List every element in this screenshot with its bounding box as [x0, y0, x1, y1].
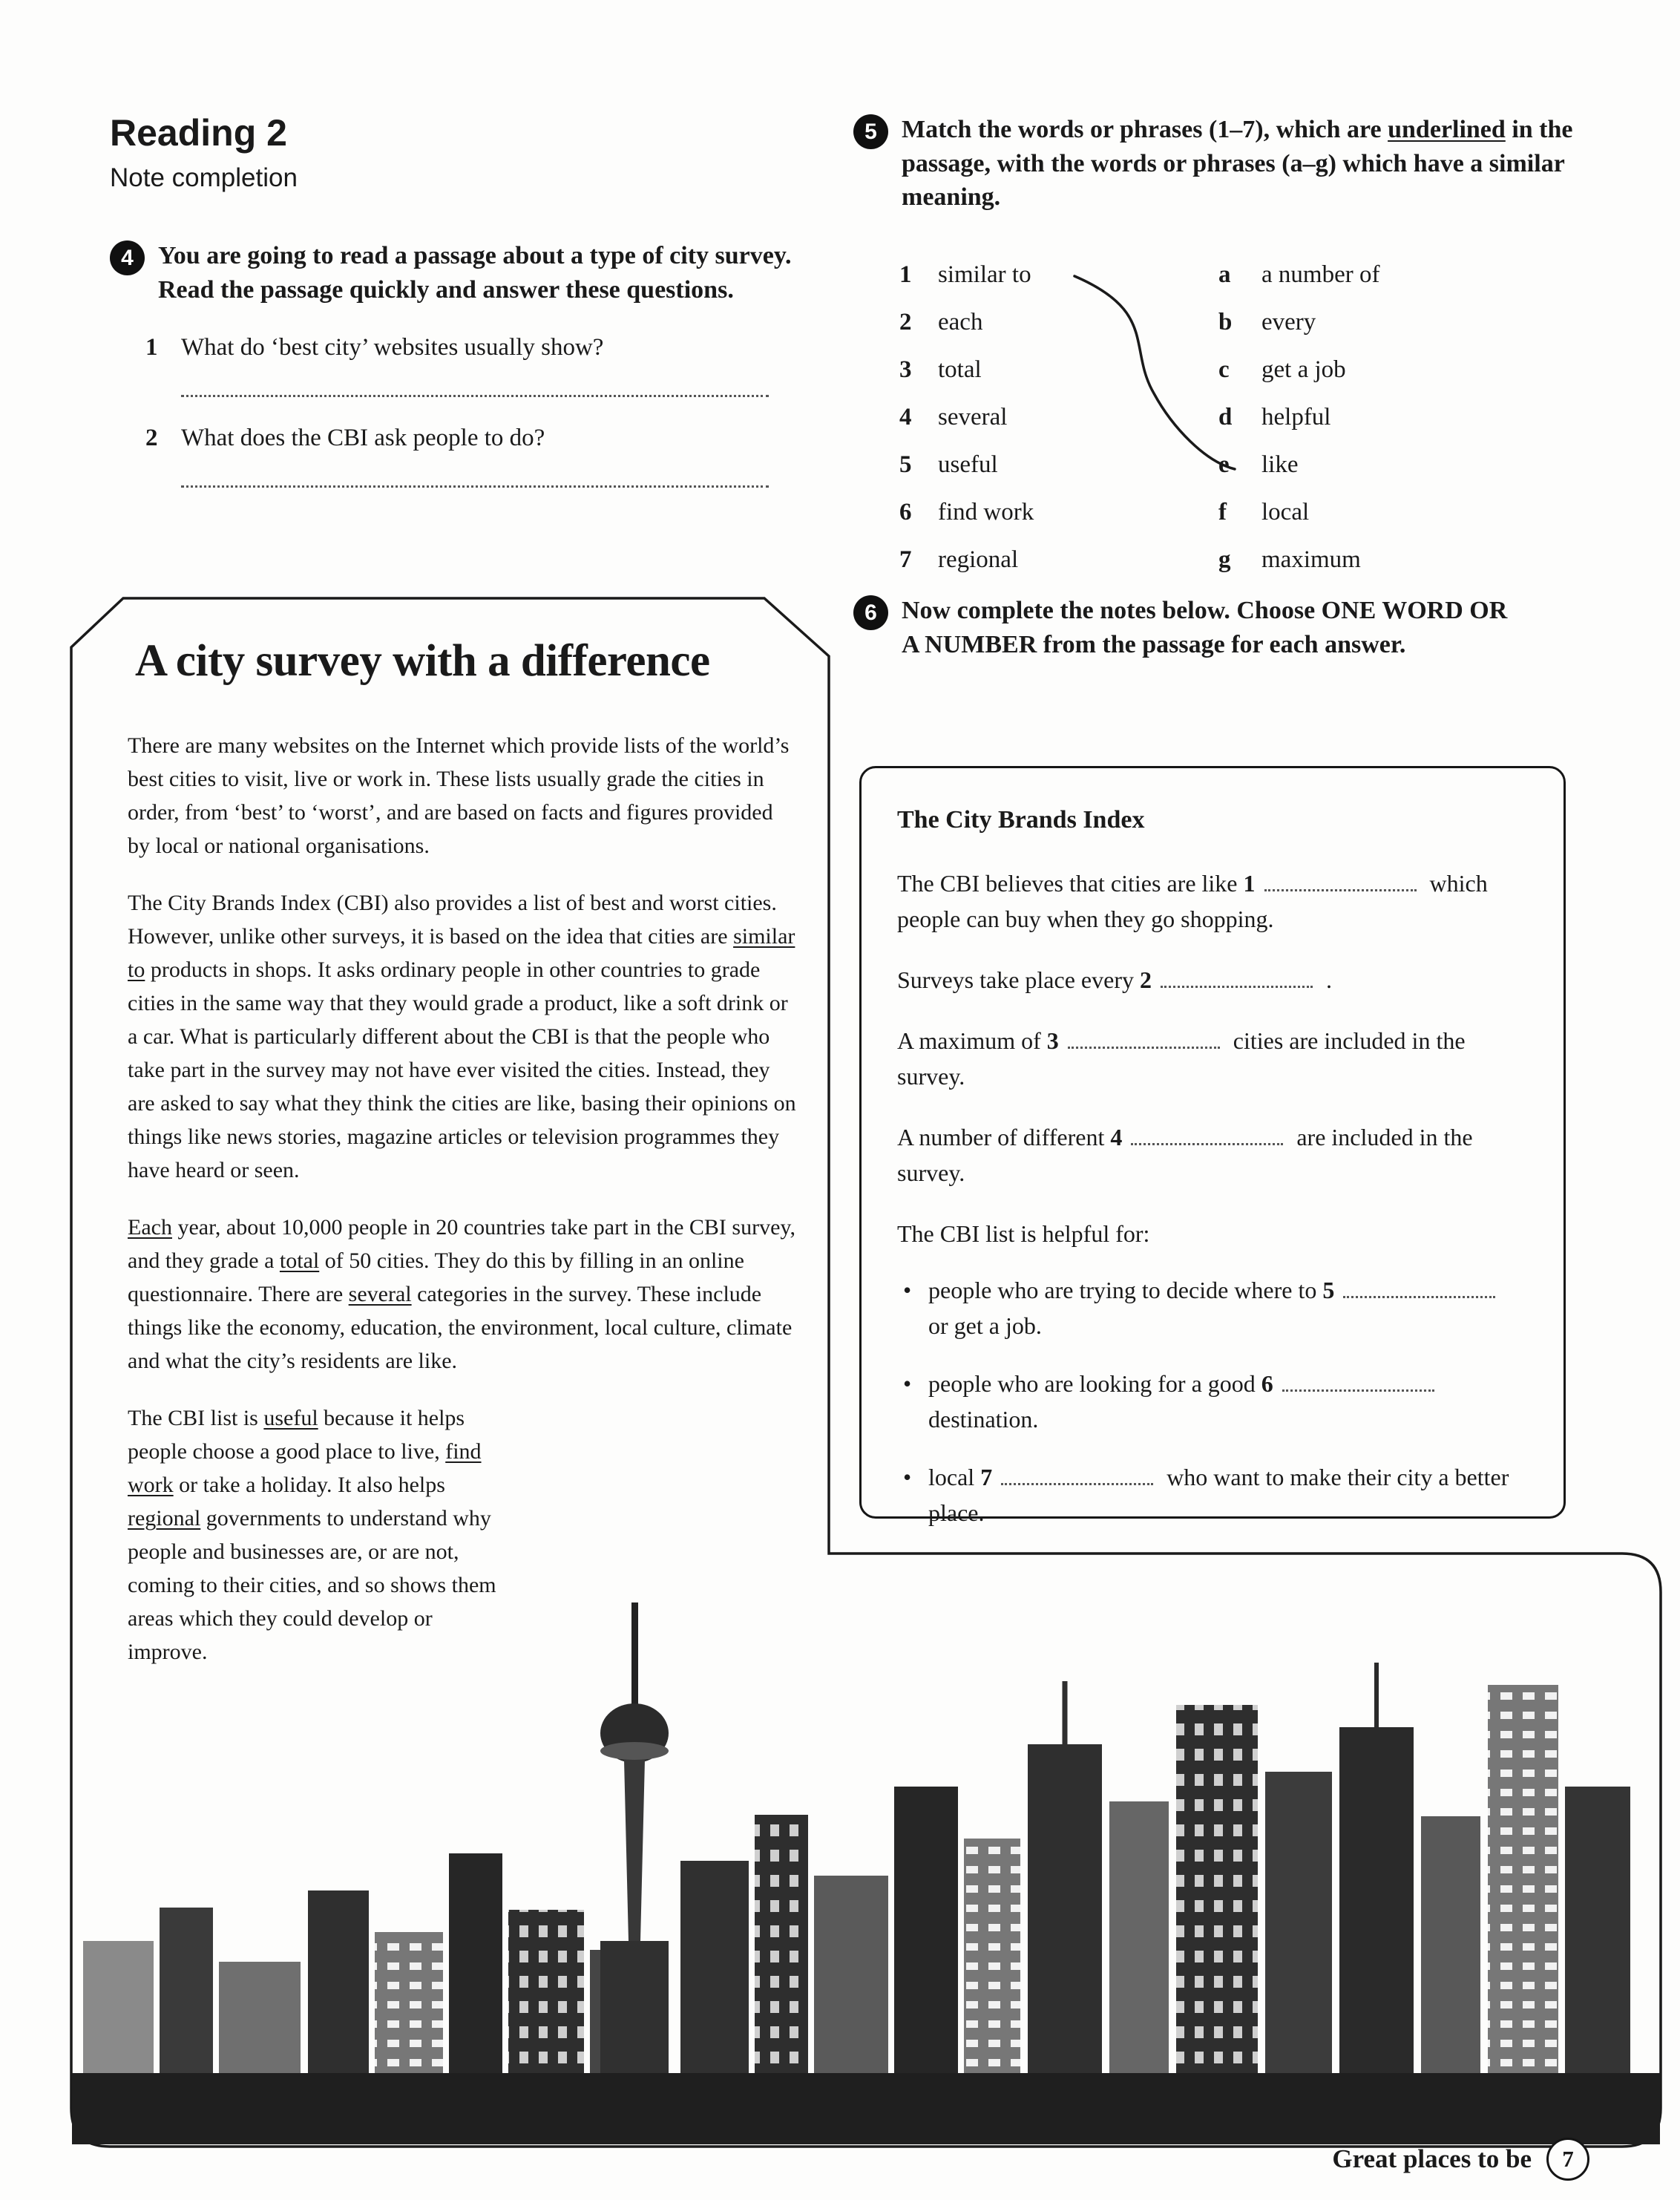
passage-title: A city survey with a difference [135, 636, 710, 686]
exercise-4-instruction: You are going to read a passage about a type of city survey. Read the passage quickly and answer these questions. [158, 242, 792, 304]
blank-number: 5 [1322, 1277, 1335, 1303]
question-1-number: 1 [145, 334, 158, 361]
question-2 [145, 422, 815, 454]
exercise-4-number-badge: 4 [110, 240, 145, 275]
passage-paragraph-3: Each year, about 10,000 people in 20 countries take part in the CBI survey, and they grade a total of 50 cities. They do this by filling in an online questionnaire. There are several categories in the survey. These include things like the economy, education, the environment, local culture, climate and what the city’s residents are like. [128, 1215, 795, 1373]
exercise-5-number-badge: 5 [853, 114, 888, 149]
match-word: helpful [1261, 404, 1331, 430]
match-row-4 [899, 404, 1379, 451]
exercise-6-header [853, 594, 1588, 661]
instruction-post: in the passage, with the words or phrases (a–g) which have a similar meaning. [902, 116, 1573, 212]
question-2-answer-line [181, 484, 769, 488]
answer-blank-3 [1068, 1027, 1220, 1049]
note-text: which people can buy when they go shopping. [897, 870, 1488, 932]
match-row-7 [899, 546, 1379, 594]
answer-blank-4 [1131, 1123, 1283, 1145]
match-row-2 [899, 309, 1379, 356]
exercise-5 [853, 113, 1588, 215]
note-text: cities are included in the survey. [897, 1027, 1466, 1090]
exercise-5-header [853, 113, 1588, 215]
exercise-6 [853, 594, 1588, 661]
buildings-right [680, 1663, 1630, 2144]
blank-number: 4 [1110, 1124, 1123, 1150]
match-word: several [938, 404, 1008, 430]
blank-number: 6 [1261, 1370, 1273, 1397]
match-word: similar to [938, 261, 1031, 288]
blank-number: 7 [980, 1464, 993, 1490]
match-number: 2 [899, 309, 912, 335]
instruction-underlined-word: underlined [1388, 116, 1506, 143]
exercise-4-header [110, 239, 815, 307]
match-row-5 [899, 451, 1379, 499]
sky-tower [600, 1602, 669, 2144]
notes-box [859, 766, 1566, 1526]
match-number: 3 [899, 356, 912, 383]
note-item-1 [897, 865, 1528, 937]
note-text: The CBI believes that cities are like [897, 870, 1244, 897]
question-2-number: 2 [145, 424, 158, 451]
note-item-4 [897, 1119, 1528, 1191]
blank-number: 2 [1139, 966, 1152, 993]
match-word: a number of [1261, 261, 1380, 288]
match-word: useful [938, 451, 998, 478]
note-text: are included in the survey. [897, 1124, 1473, 1186]
note-bullet-3 [897, 1459, 1528, 1530]
exercise-5-instruction [902, 113, 1573, 215]
note-item-2 [897, 962, 1528, 998]
match-letter: d [1218, 404, 1233, 430]
match-letter: e [1218, 451, 1230, 478]
passage-paragraph-1: There are many websites on the Internet which provide lists of the world’s best cities to visit, live or work in. These lists usually grade the cities in order, from ‘best’ to ‘worst’, and are based on facts and figures provided by local or national organisations. [128, 733, 790, 858]
match-letter: b [1218, 309, 1233, 335]
page-subtitle: Note completion [110, 163, 298, 192]
exercise-6-instruction: Now complete the notes below. Choose ONE WORD OR A NUMBER from the passage for each answer. [902, 597, 1508, 658]
match-word: like [1261, 451, 1299, 478]
notes-box-title: The City Brands Index [897, 806, 1145, 834]
match-word: get a job [1261, 356, 1346, 383]
match-letter: g [1218, 546, 1231, 573]
match-row-3 [899, 356, 1379, 404]
note-text: A maximum of [897, 1027, 1047, 1054]
match-row-6 [899, 499, 1379, 546]
answer-blank-7 [1001, 1463, 1153, 1485]
match-word: each [938, 309, 983, 335]
note-text: people who are looking for a good [928, 1370, 1261, 1397]
match-word: maximum [1261, 546, 1361, 573]
question-1 [145, 332, 815, 364]
blank-number: 1 [1243, 870, 1256, 897]
note-bullet-2 [897, 1366, 1528, 1437]
answer-blank-2 [1161, 966, 1313, 988]
note-text: A number of different [897, 1124, 1111, 1150]
notes-helpful-intro: The CBI list is helpful for: [897, 1220, 1150, 1247]
city-skyline-image [72, 1592, 1660, 2144]
note-text: local [928, 1464, 981, 1490]
instruction-pre: Match the words or phrases (1–7), which are [902, 116, 1388, 143]
note-text: . [1319, 966, 1332, 993]
passage-paragraph-4: The CBI list is useful because it helps people choose a good place to live, find work or take a holiday. It also helps regional governments to understand why people and businesses are, or are not, coming to their cities, and so shows them areas which they could develop or improve. [128, 1401, 797, 1669]
passage-paragraph-2: The City Brands Index (CBI) also provides a list of best and worst cities. However, unlike other surveys, it is based on the idea that cities are similar to products in shops. It asks ordinary people in other countries to grade cities in the same way that they would grade a product, like a soft drink or a car. What is particularly different about the CBI is that the people who take part in the survey may not have ever visited the cities. Instead, they are asked to say what they think the cities are like, basing their opinions on things like news stories, magazine articles or television programmes they have heard or seen. [128, 891, 796, 1182]
match-number: 6 [899, 499, 912, 526]
question-2-text: What does the CBI ask people to do? [181, 424, 545, 451]
match-list [899, 261, 1379, 594]
note-text: who want to make their city a better place. [928, 1464, 1509, 1526]
answer-blank-6 [1282, 1369, 1434, 1392]
note-text: people who are trying to decide where to [928, 1277, 1323, 1303]
foreground-band [72, 2073, 1660, 2144]
match-word: local [1261, 499, 1310, 526]
match-letter: a [1218, 261, 1231, 288]
note-text: or get a job. [928, 1312, 1042, 1339]
match-word: total [938, 356, 982, 383]
match-letter: c [1218, 356, 1230, 383]
question-1-text: What do ‘best city’ websites usually show? [181, 334, 604, 361]
answer-blank-5 [1343, 1276, 1495, 1298]
exercise-4 [110, 239, 815, 491]
page-number-badge: 7 [1546, 2138, 1589, 2181]
match-number: 7 [899, 546, 912, 573]
blank-number: 3 [1046, 1027, 1059, 1054]
note-text: destination. [928, 1406, 1039, 1433]
footer-label: Great places to be [1332, 2144, 1532, 2173]
page-title: Reading 2 [110, 112, 287, 154]
exercise-6-number-badge: 6 [853, 595, 888, 630]
note-bullet-1 [897, 1272, 1528, 1343]
match-number: 1 [899, 261, 912, 288]
match-word: regional [938, 546, 1019, 573]
match-number: 5 [899, 451, 912, 478]
page-header [110, 111, 298, 193]
match-word: every [1261, 309, 1316, 335]
match-row-1 [899, 261, 1379, 309]
match-word: find work [938, 499, 1034, 526]
match-letter: f [1218, 499, 1227, 526]
match-number: 4 [899, 404, 912, 430]
answer-blank-1 [1264, 869, 1417, 891]
note-item-3 [897, 1023, 1528, 1094]
question-1-answer-line [181, 393, 769, 397]
note-text: Surveys take place every [897, 966, 1140, 993]
page-footer [1332, 2138, 1589, 2181]
